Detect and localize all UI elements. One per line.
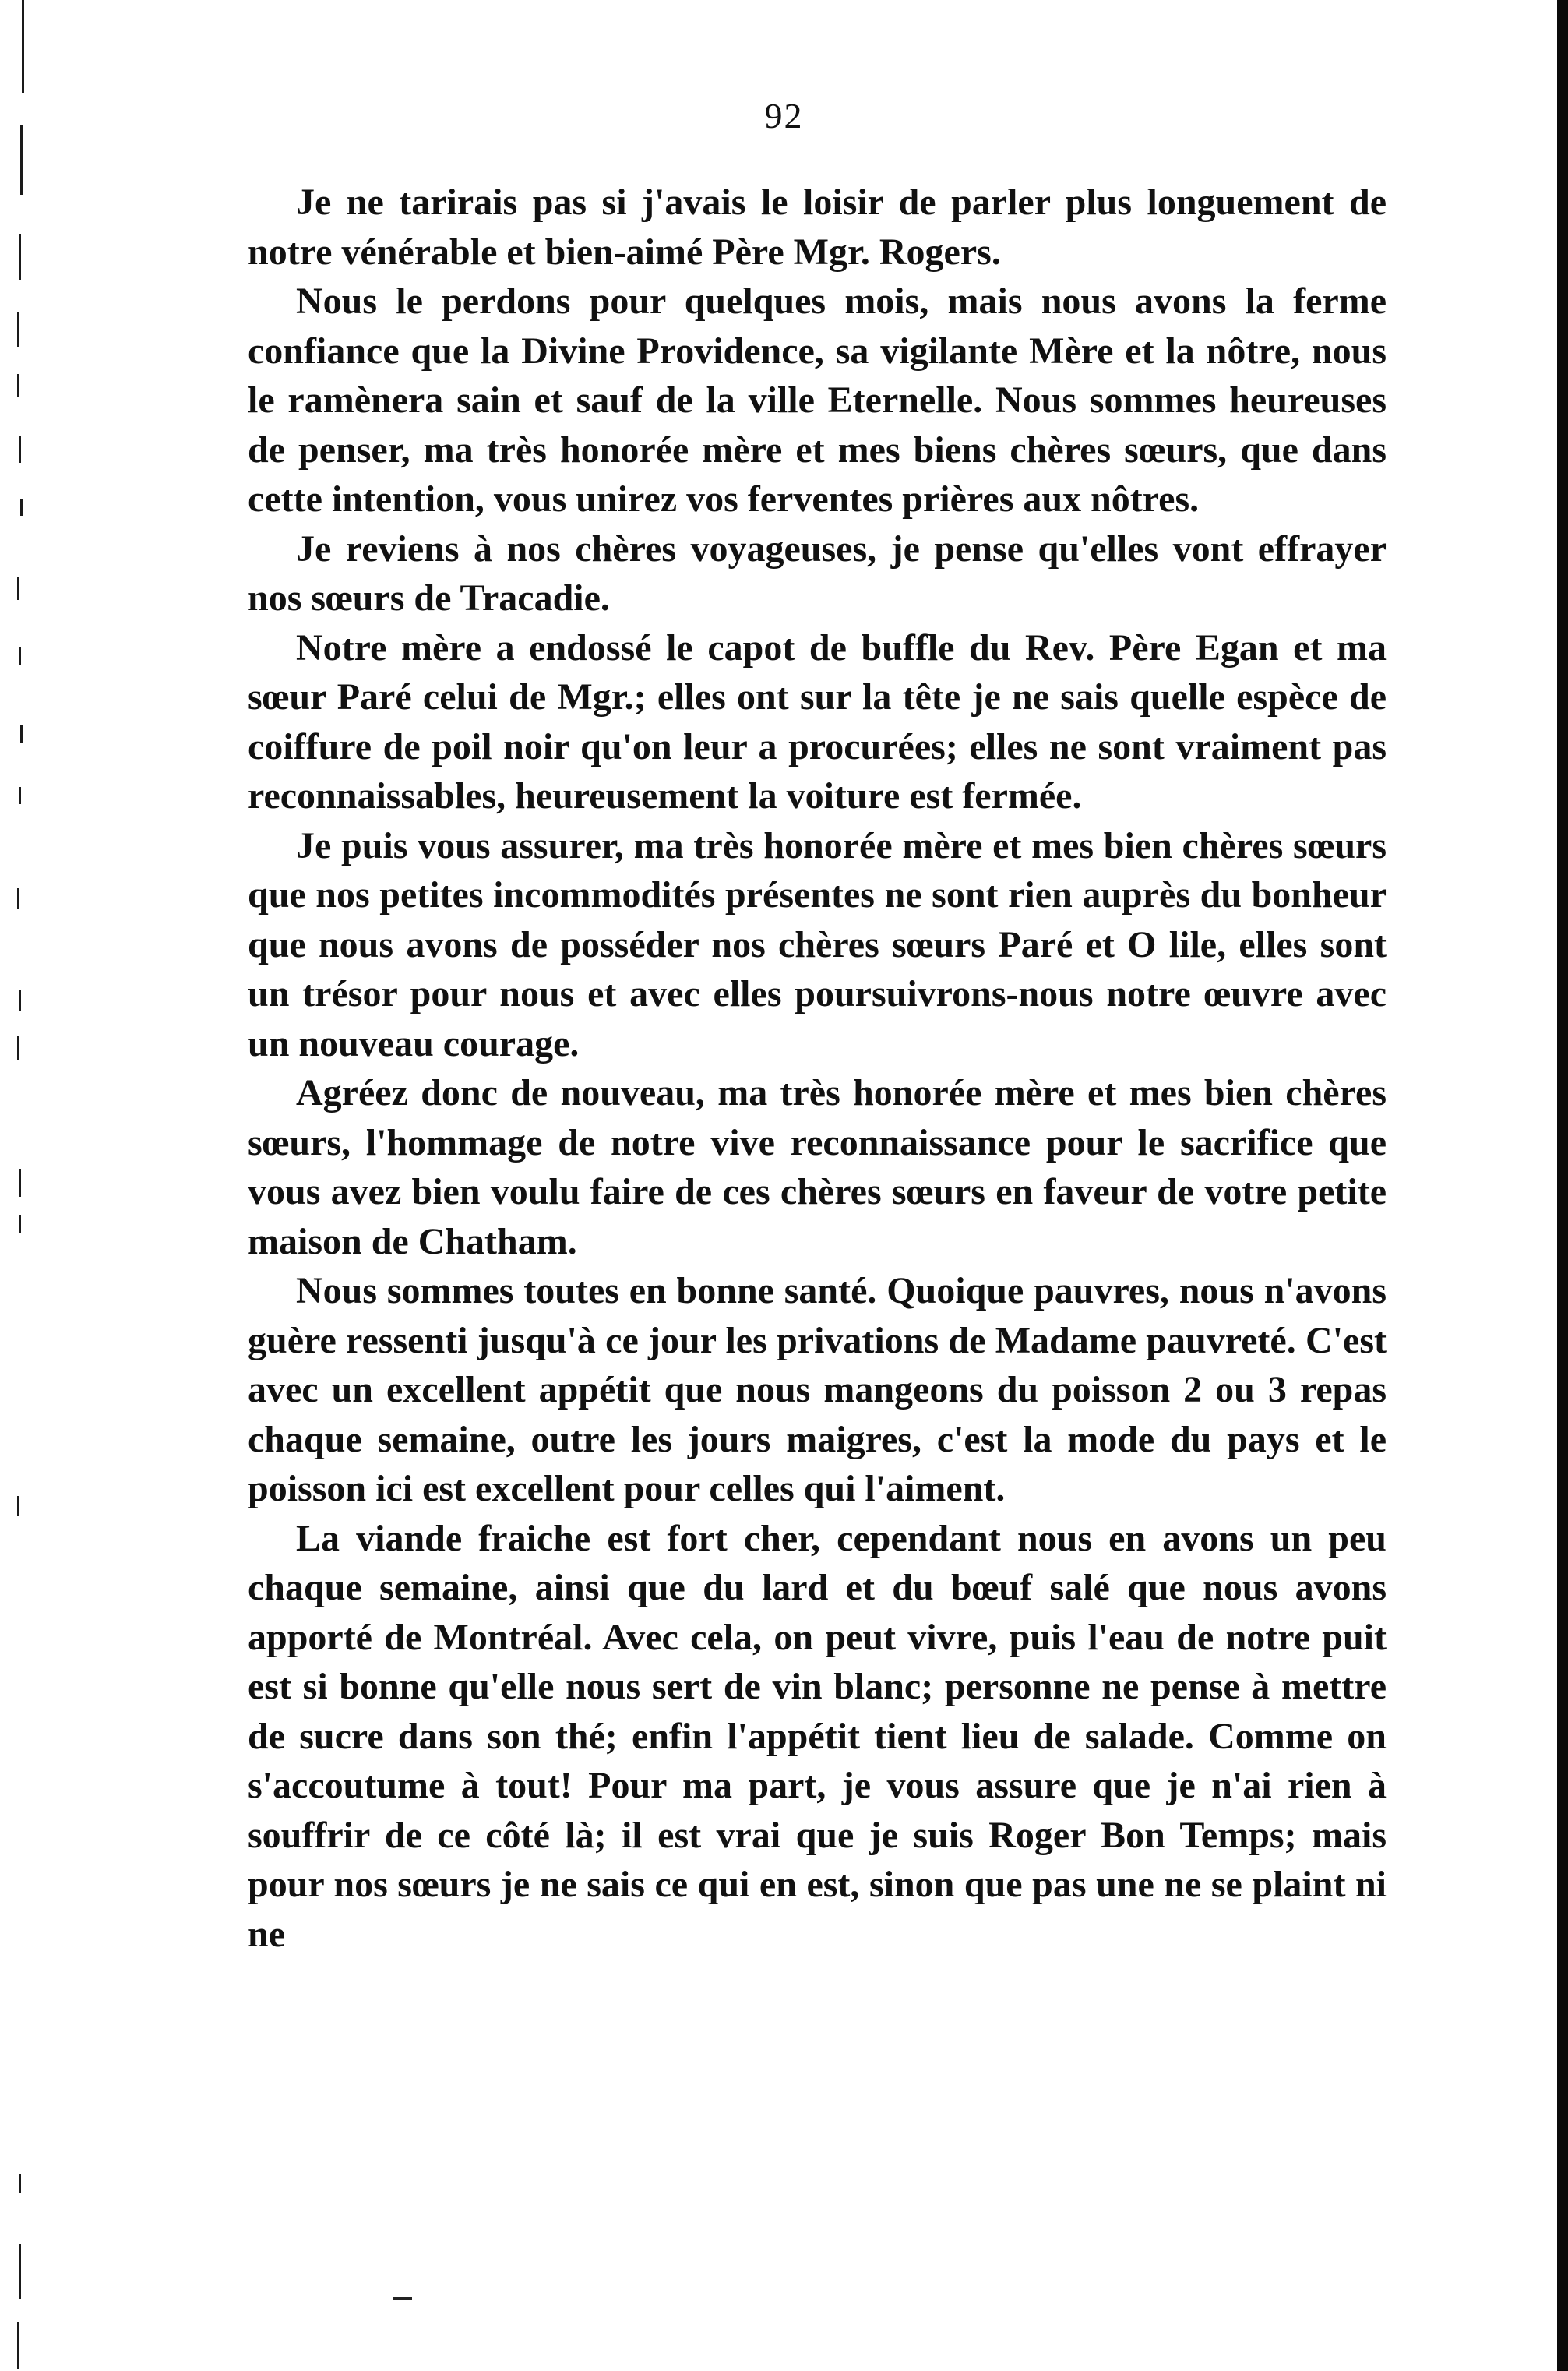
paragraph-5: Je puis vous assurer, ma très honorée mère et mes bien chères sœurs que nos petites incommodités présentes ne sont rien auprès du bonheur que nous avons de posséder nos chères sœurs Paré et O lile, elles sont un trésor pour nous et avec elles poursuivrons-nous notre œuvre avec un nouveau courage. <box>248 824 1387 1064</box>
scan-right-edge <box>1557 0 1568 2371</box>
paragraph-7: Nous sommes toutes en bonne santé. Quoique pauvres, nous n'avons guère ressenti jusqu'à ce jour les privations de Madame pauvreté. C'est avec un excellent appétit que nous mangeons du poisson 2 ou 3 repas chaque semaine, outre les jours maigres, c'est la mode du pays et le poisson ici est excellent pour celles qui l'aiment. <box>248 1270 1387 1509</box>
page-number: 92 <box>764 96 804 136</box>
paragraph-8: La viande fraiche est fort cher, cependant nous en avons un peu chaque semaine, ainsi que du lard et du bœuf salé que nous avons apporté de Montréal. Avec cela, on peut vivre, puis l'eau de notre puit est si bonne qu'elle nous sert de vin blanc; personne ne pense à mettre de sucre dans son thé; enfin l'appétit tient lieu de salade. Comme on s'accoutume à tout! Pour ma part, je vous assure que je n'ai rien à souffrir de ce côté là; il est vrai que je suis Roger Bon Temps; mais pour nos sœurs je ne sais ce qui en est, sinon que pas une ne se plaint ni ne <box>248 1517 1387 1955</box>
paragraph-1: Je ne tarirais pas si j'avais le loisir de parler plus longuement de notre vénérable et bien-aimé Père Mgr. Rogers. <box>248 182 1387 273</box>
paragraph-6: Agréez donc de nouveau, ma très honorée mère et mes bien chères sœurs, l'hommage de notre vive reconnaissance pour le sacrifice que vous avez bien voulu faire de ces chères sœurs en faveur de votre petite maison de Chatham. <box>248 1072 1387 1262</box>
scan-left-edge <box>0 0 55 2371</box>
paragraph-4: Notre mère a endossé le capot de buffle du Rev. Père Egan et ma sœur Paré celui de Mgr.; elles ont sur la tête je ne sais quelle espèce de coiffure de poil noir qu'on leur a procurées; elles ne sont vraiment pas reconnaissables, heureusement la voiture est fermée. <box>248 626 1387 817</box>
paragraph-2: Nous le perdons pour quelques mois, mais nous avons la ferme confiance que la Divine Providence, sa vigilante Mère et la nôtre, nous le ramènera sain et sauf de la ville Eternelle. Nous sommes heureuses de penser, ma très honorée mère et mes biens chères sœurs, que dans cette intention, vous unirez vos ferventes prières aux nôtres. <box>248 280 1387 520</box>
body-text <box>248 178 1387 1959</box>
paragraph-3: Je reviens à nos chères voyageuses, je pense qu'elles vont effrayer nos sœurs de Tracadie. <box>248 527 1387 619</box>
scan-mark <box>393 2297 412 2300</box>
